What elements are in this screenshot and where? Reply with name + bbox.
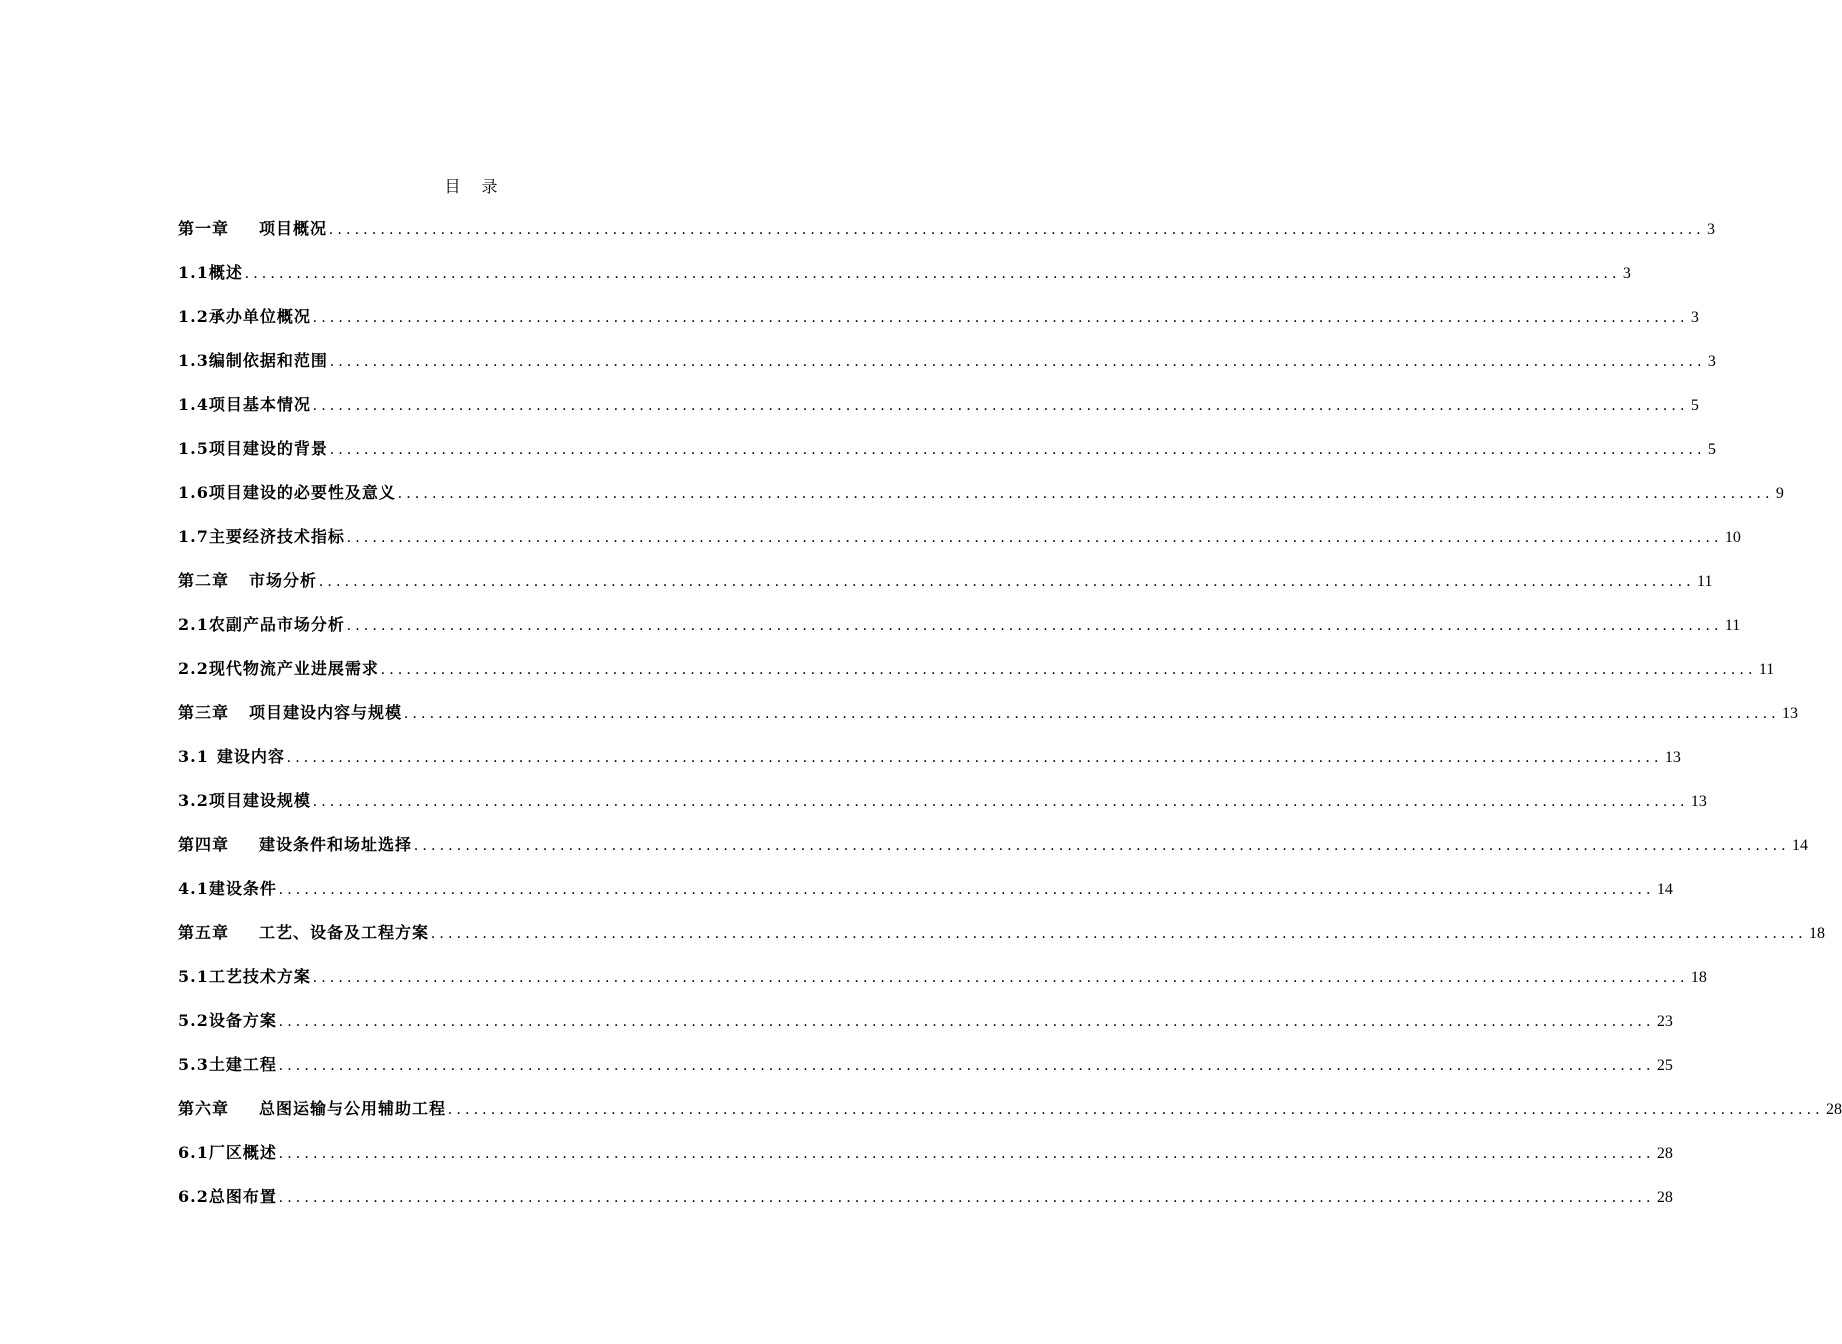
toc-entry[interactable] <box>178 346 1716 390</box>
toc-dot-leader: ................................................................................................................................................................ <box>346 617 1723 634</box>
toc-dot-leader: ................................................................................................................................................................ <box>312 793 1689 810</box>
toc-entry-label <box>178 522 345 552</box>
toc-entry-label <box>178 786 311 816</box>
toc-page-number: 28 <box>1656 1189 1673 1206</box>
toc-entry-label-main: 第五章 <box>178 923 230 942</box>
toc-dot-leader: ................................................................................................................................................................ <box>286 749 1663 766</box>
toc-entry-label-main: 3.2项目建设规模 <box>178 791 311 810</box>
toc-list <box>178 214 1842 1226</box>
toc-entry-label-main: 1.5项目建设的背景 <box>178 439 328 458</box>
toc-entry[interactable] <box>178 390 1699 434</box>
toc-entry[interactable] <box>178 874 1673 918</box>
toc-dot-leader: ................................................................................................................................................................ <box>397 485 1774 502</box>
toc-dot-leader: ................................................................................................................................................................ <box>312 969 1689 986</box>
toc-entry-label-main: 3.1 <box>178 747 209 766</box>
toc-entry-label-main: 2.1农副产品市场分析 <box>178 615 345 634</box>
toc-entry-label <box>178 874 277 904</box>
toc-entry-label-main: 1.3编制依据和范围 <box>178 351 328 370</box>
toc-page-number: 25 <box>1656 1057 1673 1074</box>
toc-entry[interactable] <box>178 830 1809 874</box>
toc-entry-label <box>178 1138 277 1168</box>
toc-page-number: 14 <box>1656 881 1673 898</box>
toc-dot-leader: ................................................................................................................................................................ <box>312 309 1689 326</box>
toc-entry[interactable] <box>178 786 1707 830</box>
toc-page-number: 5 <box>1690 397 1699 414</box>
toc-entry-label-main: 2.2现代物流产业进展需求 <box>178 659 379 678</box>
toc-page-number: 9 <box>1775 485 1784 502</box>
toc-dot-leader: ................................................................................................................................................................ <box>329 221 1706 238</box>
toc-dot-leader: ................................................................................................................................................................ <box>244 265 1621 282</box>
toc-entry-label-main: 5.3土建工程 <box>178 1055 277 1074</box>
toc-dot-leader: ................................................................................................................................................................ <box>278 1057 1655 1074</box>
toc-dot-leader: ................................................................................................................................................................ <box>448 1101 1825 1118</box>
toc-entry-label <box>178 434 328 464</box>
toc-dot-leader: ................................................................................................................................................................ <box>329 353 1706 370</box>
toc-entry-label-main: 第四章 <box>178 835 230 854</box>
toc-page-number: 5 <box>1707 441 1716 458</box>
toc-entry-label <box>178 1050 277 1080</box>
toc-entry[interactable] <box>178 1182 1673 1226</box>
toc-page-number: 11 <box>1697 573 1713 590</box>
toc-entry-label-main: 5.1工艺技术方案 <box>178 967 311 986</box>
toc-entry-label <box>178 918 429 948</box>
toc-dot-leader: ................................................................................................................................................................ <box>380 661 1757 678</box>
toc-dot-leader: ................................................................................................................................................................ <box>278 1145 1655 1162</box>
toc-entry[interactable] <box>178 522 1741 566</box>
toc-entry[interactable] <box>178 302 1699 346</box>
toc-entry-label <box>178 346 328 376</box>
toc-entry-label-main: 第三章 <box>178 703 230 722</box>
toc-page-number: 3 <box>1690 309 1699 326</box>
toc-entry-label-title: 总图运输与公用辅助工程 <box>259 1099 447 1118</box>
toc-entry-label-main: 6.1厂区概述 <box>178 1143 277 1162</box>
toc-entry-label-title: 市场分析 <box>249 571 318 590</box>
toc-entry-label <box>178 214 327 244</box>
toc-entry[interactable] <box>178 1050 1673 1094</box>
toc-entry[interactable] <box>178 566 1713 610</box>
toc-page-number: 13 <box>1664 749 1681 766</box>
toc-entry-label-title: 工艺、设备及工程方案 <box>259 923 430 942</box>
toc-entry[interactable] <box>178 610 1741 654</box>
toc-entry[interactable] <box>178 1094 1842 1138</box>
toc-entry-label-main: 1.6项目建设的必要性及意义 <box>178 483 396 502</box>
toc-entry[interactable] <box>178 478 1784 522</box>
toc-entry[interactable] <box>178 434 1716 478</box>
toc-entry-label <box>178 302 311 332</box>
toc-entry-label-title: 建设条件和场址选择 <box>259 835 413 854</box>
toc-entry-label <box>178 1006 277 1036</box>
toc-dot-leader: ................................................................................................................................................................ <box>319 573 1696 590</box>
toc-page-number: 14 <box>1792 837 1809 854</box>
toc-page-number: 28 <box>1826 1101 1842 1118</box>
toc-entry-label-main: 1.7主要经济技术指标 <box>178 527 345 546</box>
toc-entry-label-title: 项目概况 <box>259 219 328 238</box>
toc-entry-label-main: 5.2设备方案 <box>178 1011 277 1030</box>
toc-page-number: 18 <box>1690 969 1707 986</box>
toc-entry[interactable] <box>178 654 1775 698</box>
toc-entry-label-title: 建设内容 <box>216 747 285 766</box>
toc-dot-leader: ................................................................................................................................................................ <box>278 1013 1655 1030</box>
toc-entry-label-main: 4.1建设条件 <box>178 879 277 898</box>
toc-entry-label-main: 1.2承办单位概况 <box>178 307 311 326</box>
toc-dot-leader: ................................................................................................................................................................ <box>431 925 1808 942</box>
toc-entry[interactable] <box>178 962 1707 1006</box>
toc-entry[interactable] <box>178 258 1631 302</box>
toc-entry[interactable] <box>178 698 1799 742</box>
toc-entry[interactable] <box>178 1138 1673 1182</box>
toc-entry-label <box>178 478 396 508</box>
toc-page-number: 11 <box>1758 661 1775 678</box>
toc-entry-label-main: 第一章 <box>178 219 230 238</box>
toc-page-number: 23 <box>1656 1013 1673 1030</box>
toc-entry-label <box>178 258 243 288</box>
toc-page-number: 13 <box>1690 793 1707 810</box>
toc-page-number: 3 <box>1707 353 1716 370</box>
toc-entry-label-main: 第二章 <box>178 571 230 590</box>
toc-dot-leader: ................................................................................................................................................................ <box>312 397 1689 414</box>
toc-entry-label <box>178 654 379 684</box>
toc-page-number: 3 <box>1622 265 1631 282</box>
toc-dot-leader: ................................................................................................................................................................ <box>404 705 1781 722</box>
toc-page-number: 10 <box>1724 529 1741 546</box>
toc-page-number: 3 <box>1707 221 1716 238</box>
toc-entry-label <box>178 1182 277 1212</box>
toc-dot-leader: ................................................................................................................................................................ <box>329 441 1706 458</box>
toc-entry-label <box>178 610 345 640</box>
toc-entry-label-main: 第六章 <box>178 1099 230 1118</box>
toc-entry-label-main: 1.4项目基本情况 <box>178 395 311 414</box>
toc-entry-label-main: 6.2总图布置 <box>178 1187 277 1206</box>
toc-entry-label <box>178 962 311 992</box>
toc-dot-leader: ................................................................................................................................................................ <box>278 881 1655 898</box>
toc-entry[interactable] <box>178 1006 1673 1050</box>
toc-entry-label <box>178 830 412 860</box>
toc-entry-label <box>178 1094 446 1124</box>
toc-entry-label <box>178 390 311 420</box>
toc-dot-leader: ................................................................................................................................................................ <box>414 837 1791 854</box>
toc-page-number: 28 <box>1656 1145 1673 1162</box>
toc-page-number: 11 <box>1724 617 1741 634</box>
toc-dot-leader: ................................................................................................................................................................ <box>278 1189 1655 1206</box>
toc-entry-label <box>178 698 402 728</box>
toc-title: 目 录 <box>444 177 506 196</box>
toc-dot-leader: ................................................................................................................................................................ <box>346 529 1723 546</box>
toc-page-number: 13 <box>1782 705 1799 722</box>
toc-entry[interactable] <box>178 918 1826 962</box>
toc-entry[interactable] <box>178 214 1716 258</box>
toc-entry[interactable] <box>178 742 1681 786</box>
toc-entry-label-main: 1.1概述 <box>178 263 243 282</box>
toc-entry-label <box>178 742 285 772</box>
toc-page-number: 18 <box>1809 925 1826 942</box>
toc-entry-label-title: 项目建设内容与规模 <box>249 703 403 722</box>
toc-entry-label <box>178 566 317 596</box>
